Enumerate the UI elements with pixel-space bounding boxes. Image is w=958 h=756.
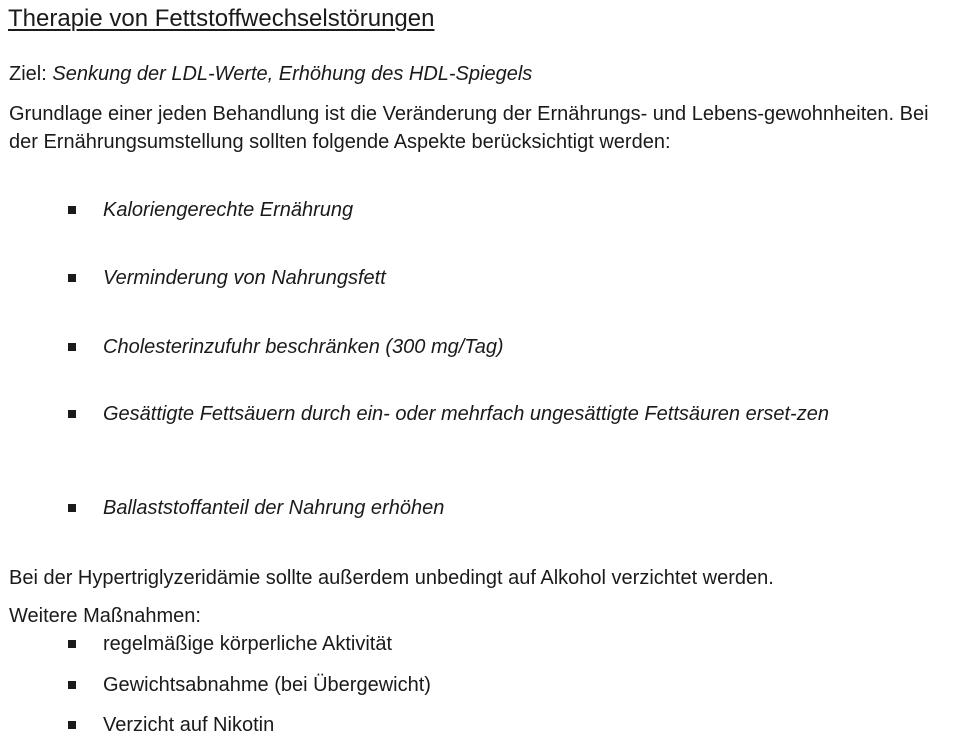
bullet-square-icon [68,206,76,214]
list-item-text: Verzicht auf Nikotin [103,714,275,736]
bullet-square-icon [68,640,76,648]
list-item-text: Gesättigte Fettsäuern durch ein- oder mehrfach ungesättigte Fettsäuren erset-zen [103,403,829,425]
alcohol-note: Bei der Hypertriglyzeridämie sollte außerdem unbedingt auf Alkohol verzichtet werden. [9,567,774,589]
bullet-square-icon [68,343,76,351]
list-item-text: Gewichtsabnahme (bei Übergewicht) [103,674,431,696]
bullet-square-icon [68,681,76,689]
goal-label: Ziel: [9,63,47,85]
list-item-text: Cholesterinzufuhr beschränken (300 mg/Tag) [103,336,504,358]
list-item-text: Kaloriengerechte Ernährung [103,199,354,221]
page-title: Therapie von Fettstoffwechselstörungen [8,5,435,32]
list-item-text: Verminderung von Nahrungsfett [103,267,386,289]
bullet-square-icon [68,721,76,729]
goal-line [9,61,532,87]
list-item-text: regelmäßige körperliche Aktivität [103,633,393,655]
bullet-square-icon [68,504,76,512]
further-measures-heading: Weitere Maßnahmen: [9,605,201,627]
goal-text: Senkung der LDL-Werte, Erhöhung des HDL-Spiegels [52,63,533,85]
list-item-text: Ballaststoffanteil der Nahrung erhöhen [103,497,445,519]
intro-paragraph: Grundlage einer jeden Behandlung ist die Veränderung der Ernährungs- und Lebens-gewohnheiten. Bei der Ernährungsumstellung sollten folgende Aspekte berücksichtigt werden: [9,103,929,153]
bullet-square-icon [68,274,76,282]
bullet-square-icon [68,410,76,418]
